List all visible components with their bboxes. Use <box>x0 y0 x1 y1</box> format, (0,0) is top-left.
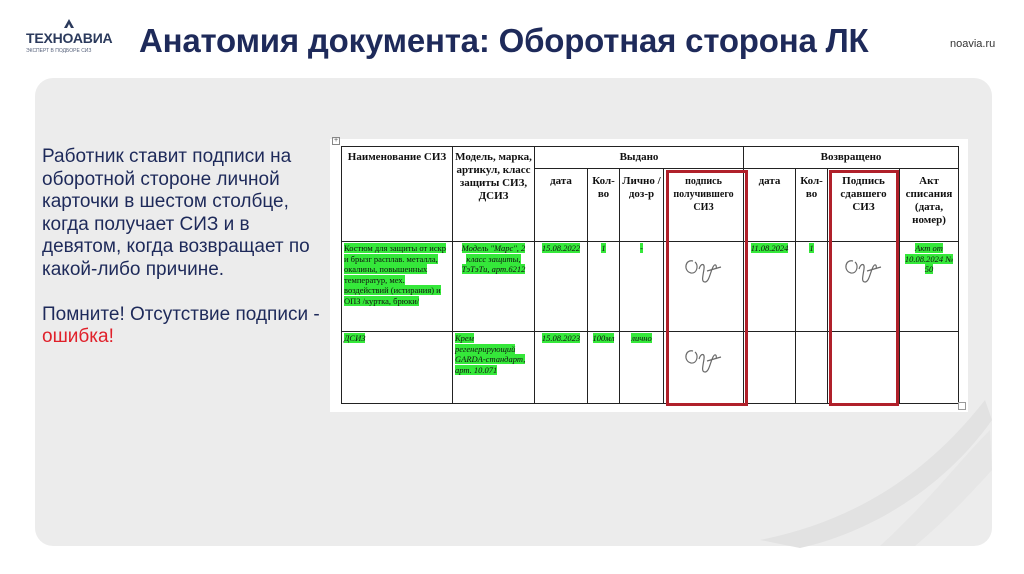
logo-tagline: ЭКСПЕРТ В ПОДБОРЕ СИЗ <box>26 48 92 54</box>
row-1-returned-date: 11.08.2024 <box>750 243 789 253</box>
resize-handle-icon <box>958 402 966 410</box>
cell-issued-date <box>535 242 588 332</box>
header-returned-date: дата <box>744 169 796 242</box>
row-2-name: ДСИЗ <box>344 333 366 343</box>
cell-name <box>342 332 453 404</box>
header-returned: Возвращено <box>744 147 959 169</box>
slide-title: Анатомия документа: Оборотная сторона ЛК <box>139 22 869 59</box>
row-1-writeoff-act: Акт от 10.08.2024 № 50 <box>904 243 954 274</box>
row-2-issued-date: 15.08.2023 <box>541 333 581 343</box>
row-2-issued-personal: лично <box>631 333 652 343</box>
row-1-model: Модель "Марс", 2 класс защиты, ТэТэТи, арт.6212 <box>461 243 526 274</box>
cell-issued-qty <box>588 242 620 332</box>
reminder-paragraph <box>42 304 322 349</box>
issued-signature-frame <box>666 170 748 406</box>
row-1-returned-qty: 1 <box>809 243 814 253</box>
returned-signature-frame <box>829 170 899 406</box>
cell-returned-qty <box>796 332 828 404</box>
instruction-paragraph: Работник ставит подписи на оборотной стороне личной карточки в шестом столбце, когда получает СИЗ и в девятом, когда возвращает по какой-либо причине. <box>42 146 310 280</box>
row-1-name: Костюм для защиты от искр и брызг расплав. металла, окалины, повышенных температур, мех. воздействий (истирания) и ОПЗ /куртка, брюки/ <box>344 243 446 306</box>
header-returned-qty: Кол-во <box>796 169 828 242</box>
row-1-issued-date: 15.08.2022 <box>541 243 581 253</box>
cell-issued-personal <box>620 332 664 404</box>
reminder-text: Помните! Отсутствие подписи - <box>42 303 320 325</box>
row-1-issued-qty: 1 <box>601 243 606 253</box>
header-model: Модель, марка, артикул, класс защиты СИЗ, ДСИЗ <box>453 147 535 242</box>
header-name: Наименование СИЗ <box>342 147 453 242</box>
header-issued-date: дата <box>535 169 588 242</box>
cell-issued-personal <box>620 242 664 332</box>
cell-model <box>453 332 535 404</box>
row-1-issued-personal: - <box>640 243 643 253</box>
instruction-text <box>42 146 322 349</box>
header-issued-qty: Кол-во <box>588 169 620 242</box>
cell-model <box>453 242 535 332</box>
header-writeoff-act: Акт списания (дата, номер) <box>900 169 959 242</box>
cell-returned-date <box>744 332 796 404</box>
header-issued-signature: подпись получившего СИЗ <box>664 169 744 242</box>
cell-writeoff-act <box>900 242 959 332</box>
error-suffix: ! <box>108 326 114 348</box>
error-word: ошибка <box>42 326 109 348</box>
row-2-model: Крем регенерирующий GARDA-стандарт, арт. 10.071 <box>455 333 526 375</box>
cell-name <box>342 242 453 332</box>
cell-issued-qty <box>588 332 620 404</box>
cell-issued-date <box>535 332 588 404</box>
cell-writeoff-act <box>900 332 959 404</box>
row-2-issued-qty: 100мл <box>592 333 615 343</box>
move-handle-icon: + <box>333 137 339 144</box>
cell-returned-qty <box>796 242 828 332</box>
cell-returned-date <box>744 242 796 332</box>
site-url: noavia.ru <box>950 38 996 50</box>
logo-text: ТЕХНОАВИА <box>26 30 113 46</box>
header-issued-personal: Лично /доз-р <box>620 169 664 242</box>
header-issued: Выдано <box>535 147 744 169</box>
header-returned-signature: Подпись сдавшего СИЗ <box>828 169 900 242</box>
